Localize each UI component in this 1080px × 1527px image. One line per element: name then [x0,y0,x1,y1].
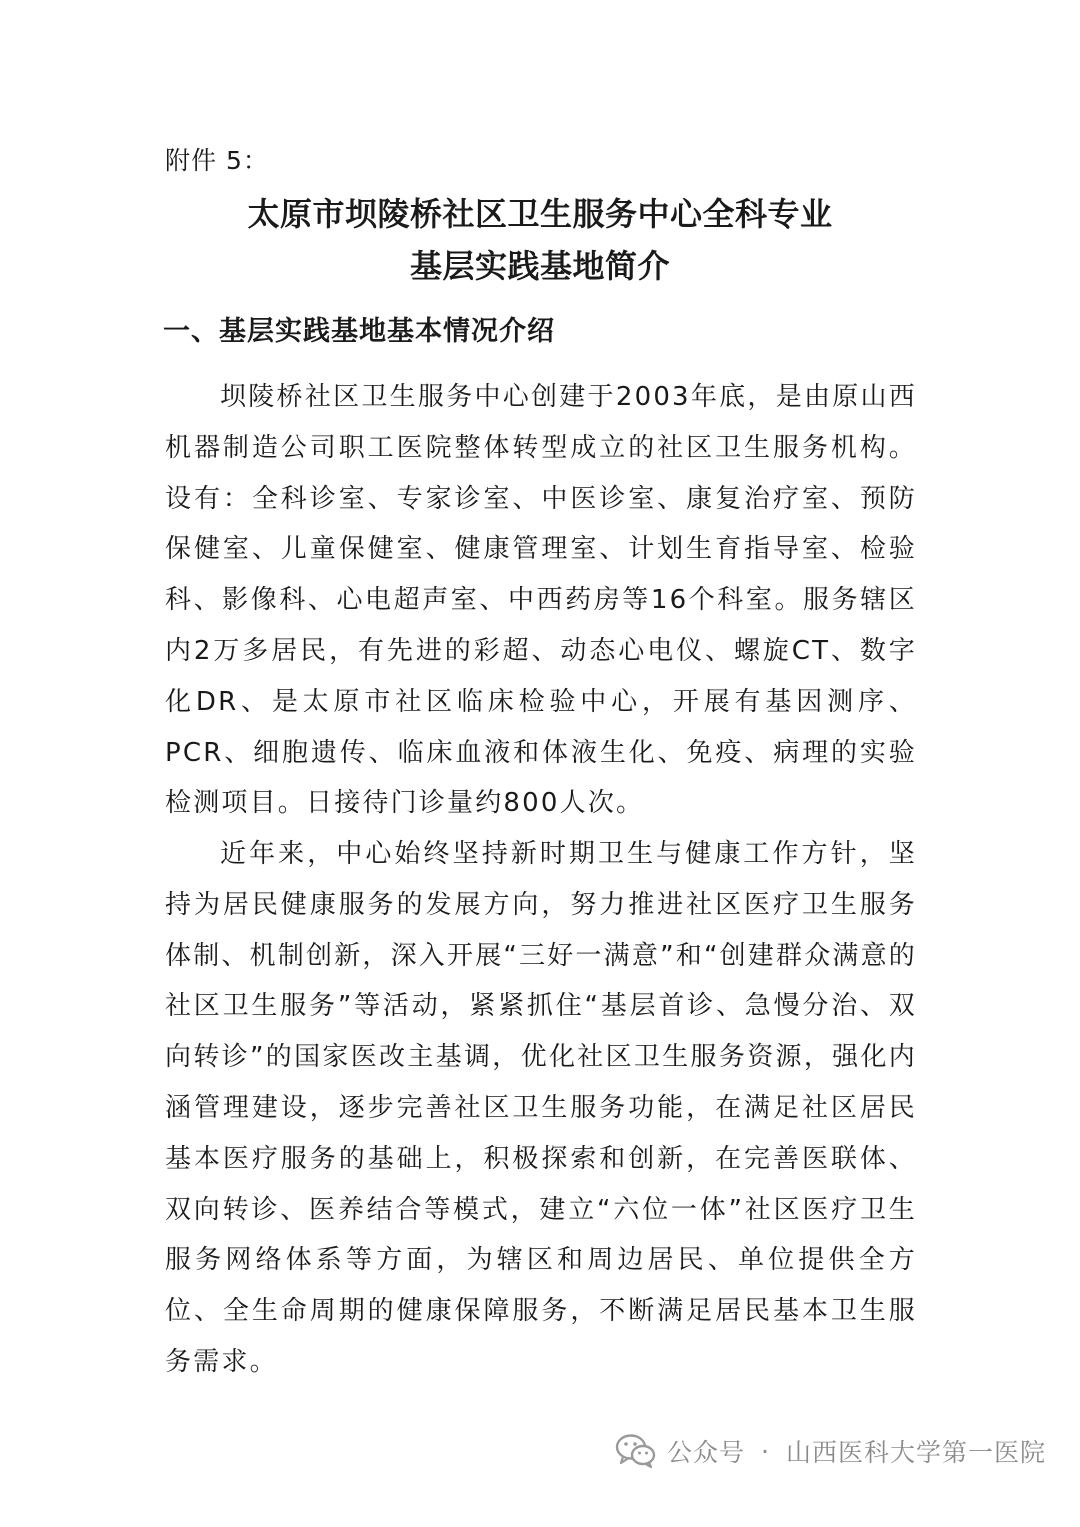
section-heading: 一、基层实践基地基本情况介绍 [163,316,555,347]
paragraph-1: 坝陵桥社区卫生服务中心创建于2003年底，是由原山西机器制造公司职工医院整体转型成立的社区卫生服务机构。设有：全科诊室、专家诊室、中医诊室、康复治疗室、预防保健室、儿童保健室、健康管理室、计划生育指导室、检验科、影像科、心电超声室、中西药房等16个科室。服务辖区内2万多居民，有先进的彩超、动态心电仪、螺旋CT、数字化DR、是太原市社区临床检验中心，开展有基因测序、PCR、细胞遗传、临床血液和体液生化、免疫、病理的实验检测项目。日接待门诊量约800人次。 [165,382,917,819]
document-title-line1: 太原市坝陵桥社区卫生服务中心全科专业 [247,195,833,233]
attachment-label: 附件 5： [165,146,269,175]
paragraph-2: 近年来，中心始终坚持新时期卫生与健康工作方针，坚持为居民健康服务的发展方向，努力推进社区医疗卫生服务体制、机制创新，深入开展“三好一满意”和“创建群众满意的社区卫生服务”等活动，紧紧抓住“基层首诊、急慢分治、双向转诊”的国家医改主基调，优化社区卫生服务资源，强化内涵管理建设，逐步完善社区卫生服务功能，在满足社区居民基本医疗服务的基础上，积极探索和创新，在完善医联体、双向转诊、医养结合等模式，建立“六位一体”社区医疗卫生服务网络体系等方面，为辖区和周边居民、单位提供全方位、全生命周期的健康保障服务，不断满足居民基本卫生服务需求。 [165,839,918,1377]
watermark-label: 公众号 [667,1438,746,1467]
document-title-line2: 基层实践基地简介 [409,247,670,285]
watermark-separator: · [761,1436,770,1466]
watermark [615,1433,1046,1469]
watermark-account: 山西医科大学第一医院 [785,1438,1046,1467]
wechat-icon [615,1433,657,1469]
